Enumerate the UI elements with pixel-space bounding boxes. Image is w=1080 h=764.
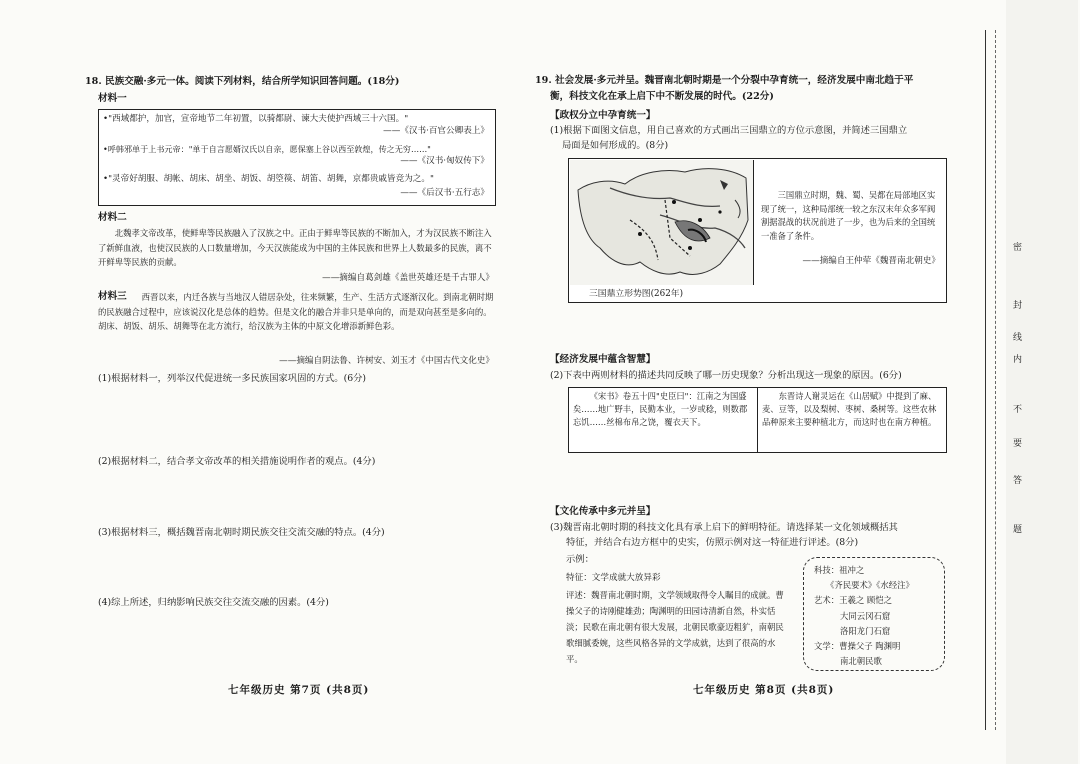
fact-yungang: 大同云冈石窟	[840, 611, 891, 621]
map-figure-box	[568, 158, 947, 303]
sidebar-char-4: 内	[1013, 355, 1023, 365]
subquestion-18-2: (2)根据材料二，结合孝文帝改革的相关措施说明作者的观点。(4分)	[98, 456, 376, 467]
material-1-box	[98, 109, 496, 206]
fact-folk-songs: 南北朝民歌	[840, 656, 882, 666]
map-description-source: ——摘编自王仲荦《魏晋南北朝史》	[802, 256, 940, 266]
history-facts-box	[803, 557, 945, 671]
subquestion-19-1-line2: 局面是如何形成的。(8分)	[562, 140, 669, 151]
subquestion-18-3: (3)根据材料三，概括魏晋南北朝时期民族交往交流交融的特点。(4分)	[98, 527, 385, 538]
m1-quote-1: •"西域都护，加官，宣帝地节二年初置，以骑都尉、谏大夫使护西域三十六国。"	[103, 114, 409, 124]
question-19-title-line1: 19. 社会发展·多元并呈。魏晋南北朝时期是一个分裂中孕育统一，经济发展中南北趋于平	[535, 75, 914, 86]
page-footer-left: 七年级历史 第7页 (共8页)	[228, 684, 370, 696]
example-feature: 特征：文学成就大放异彩	[566, 573, 661, 583]
subquestion-18-1: (1)根据材料一，列举汉代促进统一多民族国家巩固的方式。(6分)	[98, 373, 367, 384]
table-cell-song-shu: 《宋书》卷五十四"史臣曰"：江南之为国盛矣……地广野丰，民勤本业，一岁或稔，则数郡忘饥……丝棉布帛之饶，覆衣天下。	[569, 388, 758, 452]
three-kingdoms-map	[570, 160, 754, 285]
material-1-label: 材料一	[98, 93, 127, 104]
sidebar-char-6: 要	[1013, 439, 1023, 449]
sidebar-char-3: 线	[1013, 333, 1023, 343]
m1-source-2: ——《汉书·匈奴传下》	[400, 156, 489, 166]
binding-margin	[1006, 0, 1078, 764]
material-3-label: 材料三	[98, 291, 127, 302]
material-3-text: 西晋以来，内迁各族与当地汉人错居杂处，往来频繁，生产、生活方式逐渐汉化。到南北朝时期的民族融合过程中，应该说汉化是总体的趋势。但是文化的融合并非只是单向的，而是双向甚至是多向的。胡床、胡饭、胡乐、胡舞等在北方流行，给汉族为主体的中原文化增添新鲜色彩。	[98, 292, 494, 331]
seal-line-dashed	[995, 30, 997, 730]
m1-quote-3: •"灵帝好胡服、胡帐、胡床、胡坐、胡饭、胡箜篌、胡笛、胡舞，京都贵戚皆竞为之。"	[103, 174, 434, 184]
sidebar-char-7: 答	[1013, 476, 1023, 486]
subquestion-19-1-line1: (1)根据下面图文信息，用自己喜欢的方式画出三国鼎立的方位示意图，并简述三国鼎立	[550, 125, 908, 136]
m1-source-3: ——《后汉书·五行志》	[400, 188, 489, 198]
m1-source-1: ——《汉书·百官公卿表上》	[383, 126, 489, 136]
section-1-heading: 【政权分立中孕育统一】	[550, 110, 656, 121]
example-label: 示例：	[566, 554, 594, 565]
subquestion-18-4: (4)综上所述，归纳影响民族交往交流交融的因素。(4分)	[98, 597, 329, 608]
sidebar-char-5: 不	[1013, 405, 1023, 415]
sidebar-char-1: 密	[1013, 243, 1023, 253]
fact-longmen: 洛阳龙门石窟	[840, 626, 891, 636]
map-caption: 三国鼎立形势图(262年)	[589, 289, 684, 299]
material-2-label: 材料二	[98, 212, 127, 223]
page-footer-right: 七年级历史 第8页 (共8页)	[693, 684, 835, 696]
subquestion-19-3-line2: 特征，并结合右边方框中的史实，仿照示例对这一特征进行评述。(8分)	[566, 537, 859, 548]
map-description: 三国鼎立时期，魏、蜀、吴都在局部地区实现了统一，这种局部统一较之东汉末年众多军阀割据混战的状况前进了一步，也为后来的全国统一准备了条件。	[761, 190, 936, 241]
material-2-source: ——摘编自葛剑雄《盖世英雄还是千古罪人》	[322, 273, 494, 283]
fact-literature: 文学：曹操父子 陶渊明	[814, 641, 901, 651]
subquestion-19-3-line1: (3)魏晋南北朝时期的科技文化具有承上启下的鲜明特征。请选择某一文化领域概括其	[550, 522, 898, 533]
question-18-title: 18. 民族交融·多元一体。阅读下列材料，结合所学知识回答问题。(18分)	[85, 76, 400, 87]
fact-art: 艺术：王羲之 顾恺之	[814, 595, 893, 605]
m1-quote-2: •呼韩邪单于上书元帝："单于自言愿婿汉氏以自亲，愿保塞上谷以西至敦煌，传之无穷……"	[103, 144, 431, 154]
question-19-title-line2: 衡，科技文化在承上启下中不断发展的时代。(22分)	[550, 91, 774, 102]
seal-line-solid	[985, 30, 987, 730]
section-3-heading: 【文化传承中多元并呈】	[550, 506, 656, 517]
map-illustration	[570, 160, 753, 285]
material-3-source: ——摘编自阴法鲁、许树安、刘玉才《中国古代文化史》	[279, 356, 494, 366]
fact-science: 科技：祖冲之	[814, 565, 865, 575]
subquestion-19-2: (2)下表中两则材料的描述共同反映了哪一历史现象？分析出现这一现象的原因。(6分)	[550, 370, 902, 381]
fact-books: 《齐民要术》《水经注》	[826, 580, 914, 590]
table-cell-xie-lingyun: 东晋诗人谢灵运在《山居赋》中提到了麻、麦、豆等，以及梨树、枣树、桑树等。这些农林品种原来主要种植北方，而这时也在南方种植。	[762, 391, 937, 427]
material-2-text: 北魏孝文帝改革，使鲜卑等民族融入了汉族之中。正由于鲜卑等民族的不断加入，才为汉民族不断注入了新鲜血液，也使汉民族的人口数量增加，今天汉族能成为中国的主体民族和世界上人数最多的民族，离不开鲜卑等民族的贡献。	[98, 228, 492, 267]
sidebar-char-2: 封	[1013, 301, 1023, 311]
sidebar-char-8: 题	[1013, 525, 1023, 535]
example-comment: 评述：魏晋南北朝时期，文学领域取得令人瞩目的成就。曹操父子的诗刚健雄劲；陶渊明的田园诗清新自然，朴实恬淡；民歌在南北朝有很大发展，北朝民歌豪迈粗犷，南朝民歌细腻委婉，这些风格各异的文学成就，达到了很高的水平。	[566, 590, 784, 664]
section-2-heading: 【经济发展中蕴含智慧】	[550, 354, 656, 365]
economy-table	[568, 387, 947, 453]
